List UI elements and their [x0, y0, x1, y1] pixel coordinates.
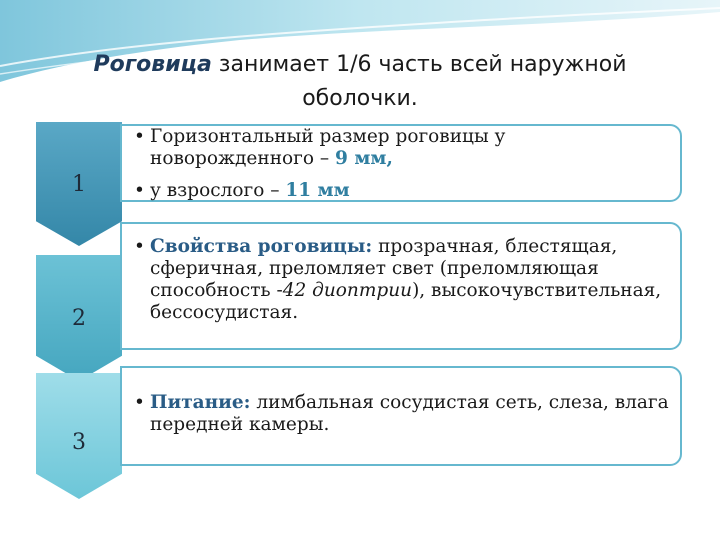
step-2-bullet-properties: • Свойства роговицы: прозрачная, блестящая, сферичная, преломляет свет (преломляющая способность -42 диоптрии), высокочувствительная, бессосудистая.: [130, 236, 670, 324]
newborn-size-value: 9 мм: [335, 148, 387, 169]
step-1-box: [120, 124, 682, 202]
diopters-value: 42 диоптрии: [282, 280, 413, 301]
step-1-bullet-adult: • у взрослого – 11 мм: [130, 180, 670, 202]
step-3-box: [120, 366, 682, 466]
title-rest: занимает 1/6 часть всей наружной: [211, 52, 627, 77]
title-line-1: [60, 48, 660, 82]
step-3-bullet-nutrition: • Питание: лимбальная сосудистая сеть, слеза, влага передней камеры.: [130, 392, 670, 436]
step-2-box: [120, 222, 682, 350]
title-line-2: оболочки.: [302, 86, 418, 111]
step-3-number: 3: [72, 430, 86, 455]
step-1-number: 1: [72, 172, 86, 197]
adult-size-value: 11 мм: [285, 180, 350, 201]
step-1-bullet-newborn: • Горизонтальный размер роговицы у новорожденного – 9 мм,: [130, 126, 670, 170]
title-bold: Роговица: [93, 52, 212, 77]
slide-title: [60, 48, 660, 116]
nutrition-label: Питание:: [150, 392, 251, 413]
properties-label: Свойства роговицы:: [150, 236, 373, 257]
step-2-number: 2: [72, 306, 86, 331]
